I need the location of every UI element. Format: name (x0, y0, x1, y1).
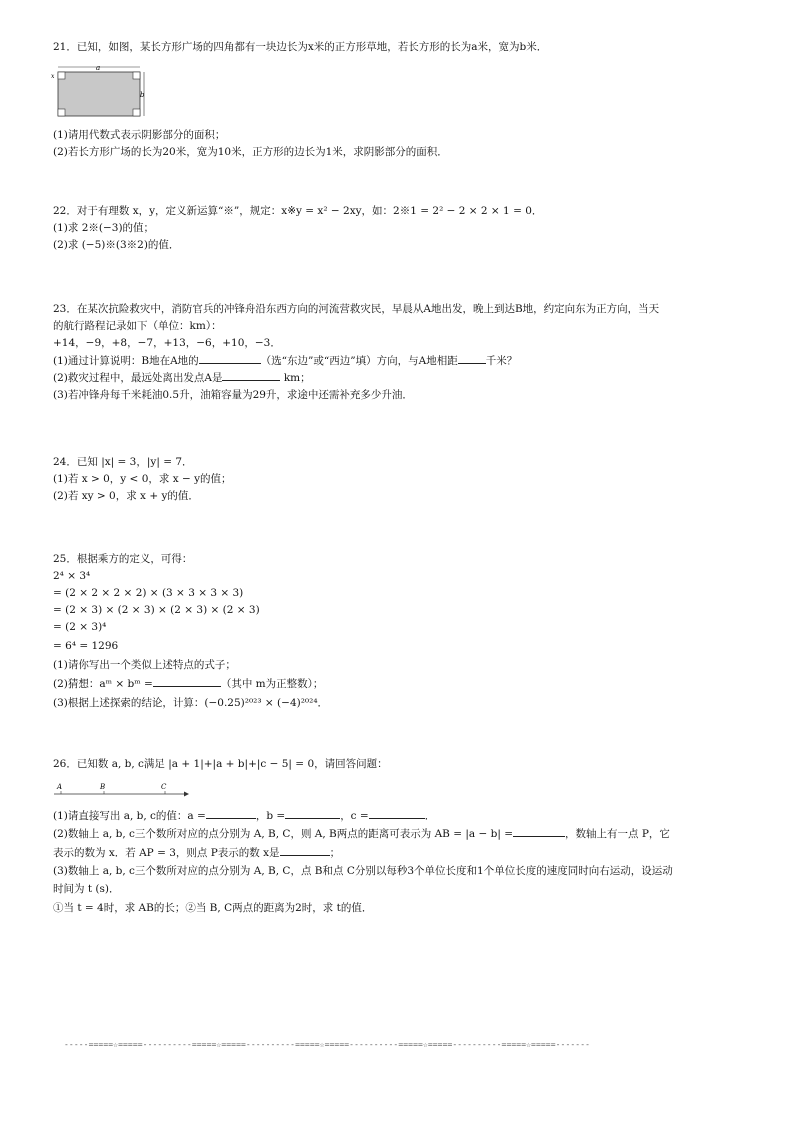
q25-expr-line1: 2⁴ × 3⁴ (53, 570, 91, 582)
q25-part2-text-a: (2)猜想：aᵐ × bᵐ = (53, 678, 153, 690)
q26-part3-line1: (3)数轴上 a, b, c三个数所对应的点分别为 A, B, C，点 B和点 C分别以每秒3个单位长度和1个单位长度的速度同时向右运动，设运动 (53, 865, 673, 877)
q23-part2-text-b: km； (283, 372, 311, 384)
q23-part2-text-a: (2)救灾过程中，最远处离出发点A是 (53, 372, 223, 384)
q23-part1-text-b: （选“东边”或“西边”填）方向，与A地相距 (260, 355, 458, 367)
q22-part1: (1)求 2※(−3)的值； (53, 222, 155, 234)
q26-part2-text-a: (2)数轴上 a, b, c三个数所对应的点分别为 A, B, C，则 A, B两点的距离可表示为 AB = |a − b| = (53, 828, 514, 840)
q26-blank-b[interactable] (285, 808, 340, 819)
q25-part2-text-b: （其中 m为正整数）； (220, 678, 324, 690)
q26-axis-label-b: B (100, 783, 106, 791)
q23-part1-text-a: (1)通过计算说明：B地在A地的 (53, 355, 199, 367)
q26-blank-ab[interactable] (513, 826, 565, 837)
q26-part1-text-c: ，c = (340, 810, 369, 822)
q26-axis-label-c: C (161, 783, 167, 791)
footer-divider: -----=====☆=====----------=====☆=====----------=====☆=====----------=====☆=====----------=====☆=====------- (64, 1040, 591, 1049)
q26-blank-x[interactable] (280, 845, 330, 856)
q23-part3: (3)若冲锋舟每千米耗油0.5升，油箱容量为29升，求途中还需补充多少升油． (53, 389, 413, 401)
q23-blank-distance[interactable] (458, 353, 486, 364)
q23-blank-farthest[interactable] (222, 370, 280, 381)
q26-part2-text-c: 表示的数为 x．若 AP = 3，则点 P表示的数 x是 (53, 847, 280, 859)
q26-part3-line2: 时间为 t (s)． (53, 883, 120, 895)
q25-part2 (53, 676, 323, 691)
q24-part1: (1)若 x > 0，y < 0，求 x − y的值； (53, 473, 232, 485)
q25-part3: (3)根据上述探索的结论，计算：(−0.25)²⁰²³ × (−4)²⁰²⁴． (53, 697, 329, 709)
q26-stem: 26．已知数 a, b, c满足 |a + 1|+|a + b|+|c − 5| = 0，请回答问题： (53, 758, 388, 770)
q25-stem: 25．根据乘方的定义，可得： (53, 553, 193, 565)
q25-part1: (1)请你写出一个类似上述特点的式子； (53, 659, 236, 671)
q26-part2-text-d: ； (329, 847, 341, 859)
q26-part3-line3: ①当 t = 4时，求 AB的长；②当 B, C两点的距离为2时，求 t的值． (53, 902, 373, 914)
q26-number-line (52, 780, 192, 800)
q26-axis-label-a: A (57, 783, 63, 791)
q25-blank-guess[interactable] (153, 676, 221, 687)
q23-part1-text-c: 千米？ (485, 355, 518, 367)
q26-blank-c[interactable] (369, 808, 425, 819)
q23-stem-line1: 23．在某次抗险救灾中，消防官兵的冲锋舟沿东西方向的河流营救灾民，早晨从A地出发，晚上到达B地，约定向东为正方向，当天 (53, 303, 660, 315)
q21-fig-label-a: a (96, 64, 101, 72)
q24-stem: 24．已知 |x| = 3，|y| = 7． (53, 456, 193, 468)
q26-part2-text-b: ，数轴上有一点 P，它 (565, 828, 670, 840)
q23-part1 (53, 353, 517, 368)
q26-part1 (53, 808, 435, 823)
q23-blank-direction[interactable] (199, 353, 261, 364)
q25-expr-line4: = (2 × 3)⁴ (53, 621, 107, 633)
q21-fig-label-b: b (140, 91, 145, 99)
q21-rectangle-figure (50, 62, 150, 120)
q26-part1-text-d: ． (424, 810, 436, 822)
q26-part1-text-a: (1)请直接写出 a, b, c的值：a = (53, 810, 206, 822)
q21-stem: 21．已知，如图，某长方形广场的四角都有一块边长为x米的正方形草地，若长方形的长为a米，宽为b米． (53, 41, 548, 53)
q23-data: +14，−9，+8，−7，+13，−6，+10，−3． (53, 337, 281, 349)
q22-part2: (2)求 (−5)※(3※2)的值． (53, 239, 180, 251)
q23-stem-line2: 的航行路程记录如下（单位：km）： (53, 320, 222, 332)
q23-part2 (53, 370, 311, 385)
q25-expr-line3: = (2 × 3) × (2 × 3) × (2 × 3) × (2 × 3) (53, 604, 260, 616)
q26-blank-a[interactable] (206, 808, 256, 819)
q26-part2-line1 (53, 826, 670, 841)
q25-expr-line5: = 6⁴ = 1296 (53, 640, 119, 652)
q21-part2: (2)若长方形广场的长为20米，宽为10米，正方形的边长为1米，求阴影部分的面积． (53, 146, 448, 158)
q22-stem: 22．对于有理数 x，y，定义新运算“※”，规定：x※y = x² − 2xy，如：2※1 = 2² − 2 × 2 × 1 = 0． (53, 205, 543, 217)
q21-part1: (1)请用代数式表示阴影部分的面积； (53, 129, 226, 141)
q26-part1-text-b: ，b = (255, 810, 286, 822)
q21-fig-label-x: x (51, 73, 55, 80)
q26-part2-line2 (53, 845, 340, 860)
q25-expr-line2: = (2 × 2 × 2 × 2) × (3 × 3 × 3 × 3) (53, 587, 244, 599)
q24-part2: (2)若 xy > 0，求 x + y的值． (53, 490, 199, 502)
